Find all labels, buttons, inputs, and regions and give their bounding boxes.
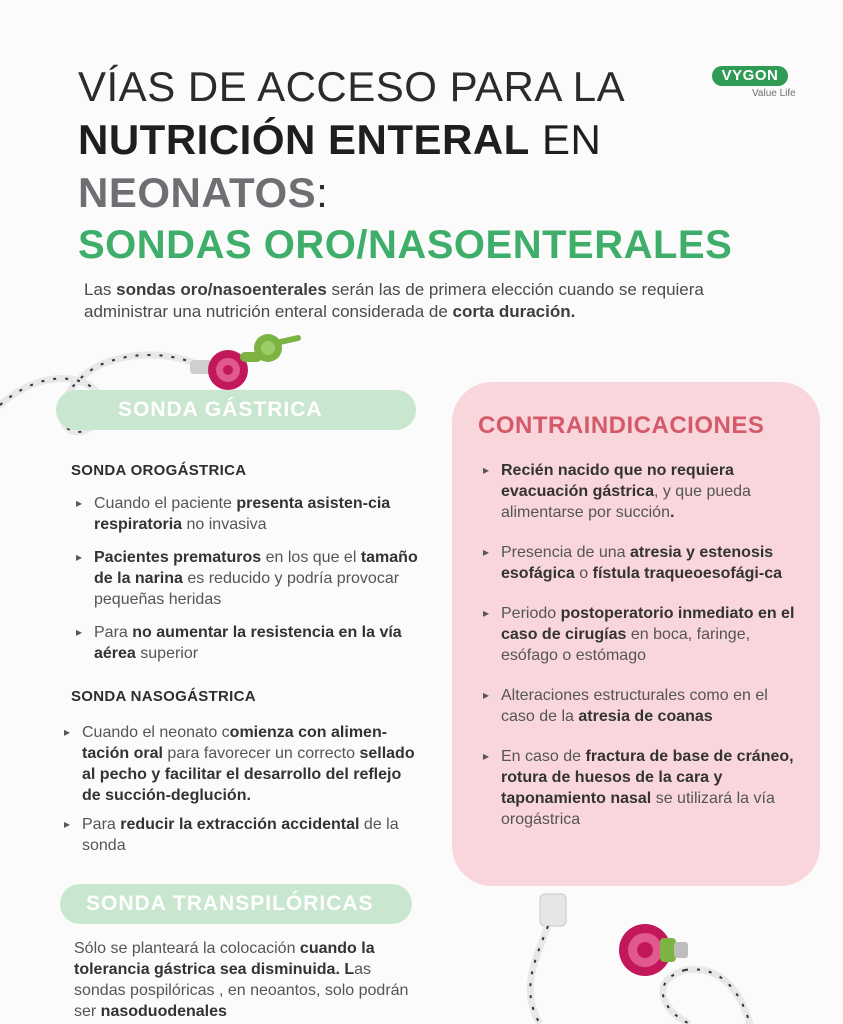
text-bold: presenta asisten-cia respiratoria xyxy=(94,495,391,533)
orogastrica-list xyxy=(72,493,422,664)
title-line-4: SONDAS ORO/NASOENTERALES xyxy=(78,223,733,267)
list-item xyxy=(479,542,799,584)
list-item xyxy=(479,685,799,727)
contraindicaciones-heading: CONTRAINDICACIONES xyxy=(478,412,765,439)
text: o xyxy=(574,565,593,582)
text: de la sonda xyxy=(82,816,399,854)
text-bold: fístula traqueoesofági-ca xyxy=(592,565,782,582)
text: en boca, faringe, esófago o estómago xyxy=(501,626,751,664)
intro-paragraph xyxy=(84,279,784,323)
text: Cuando el paciente xyxy=(94,495,237,512)
text-bold: Recién nacido que no requiera evacuación gástrica xyxy=(501,462,734,500)
text: superior xyxy=(135,645,199,662)
list-item xyxy=(72,547,422,610)
list-item xyxy=(72,493,422,535)
text: Periodo xyxy=(501,605,561,622)
list-item xyxy=(60,814,422,856)
intro-text: serán las de primera elección cuando se requiera administrar una nutrición enteral considerada de xyxy=(84,280,704,321)
text: Cuando el neonato c xyxy=(82,724,230,741)
text-bold: Pacientes prematuros xyxy=(94,549,262,566)
title-line-3 xyxy=(78,169,329,216)
text-bold: atresia de coanas xyxy=(578,708,713,725)
subheading-nasogastrica: SONDA NASOGÁSTRICA xyxy=(71,688,256,705)
text: se utilizará la vía orogástrica xyxy=(501,790,775,828)
text-bold: tamaño de la narina xyxy=(94,549,418,587)
text: es reducido y podría provocar pequeñas heridas xyxy=(94,570,400,608)
list-item xyxy=(479,460,799,523)
contraindicaciones-list xyxy=(479,460,799,830)
text: Para xyxy=(82,816,121,833)
text-bold: no aumentar la resistencia en la vía aérea xyxy=(94,624,402,662)
transpiloricas-paragraph xyxy=(74,938,414,1022)
section-heading-sonda-gastrica: SONDA GÁSTRICA xyxy=(56,390,416,430)
text-bold: cuando la tolerancia gástrica sea disminuida. L xyxy=(74,940,375,978)
text: para favorecer un correcto xyxy=(162,745,360,762)
list-item xyxy=(72,622,422,664)
text-bold: nasoduodenales xyxy=(100,1003,227,1020)
intro-bold: corta duración. xyxy=(452,302,576,321)
intro-text: Las xyxy=(84,280,117,299)
text: En caso de xyxy=(501,748,586,765)
list-item xyxy=(479,603,799,666)
list-item xyxy=(60,722,422,806)
section-heading-transpiloricas: SONDA TRANSPILÓRICAS xyxy=(60,884,412,924)
text-bold: postoperatorio inmediato en el caso de cirugías xyxy=(501,605,795,643)
title-neonatos: NEONATOS xyxy=(78,169,317,216)
text-bold: sellado al pecho y facilitar el desarrollo del reflejo de succión-deglución. xyxy=(82,745,415,804)
text: , y que pueda alimentarse por succión xyxy=(501,483,751,521)
text: Presencia de una xyxy=(501,544,630,561)
text: en los que el xyxy=(261,549,361,566)
text-bold: fractura de base de cráneo, rotura de huesos de la cara y taponamiento nasal xyxy=(501,748,794,807)
title-line-2-rest: EN xyxy=(529,116,602,163)
text-bold: . xyxy=(669,504,675,521)
title-line-2 xyxy=(78,116,602,163)
vygon-logo xyxy=(712,66,794,106)
text: no invasiva xyxy=(182,516,267,533)
list-item xyxy=(479,746,799,830)
title-bold: NUTRICIÓN ENTERAL xyxy=(78,116,530,163)
title-colon: : xyxy=(316,169,329,216)
text: Alteraciones estructurales como en el caso de la xyxy=(501,687,768,725)
tube-illustration-bottom xyxy=(500,890,843,1024)
logo-brand: VYGON xyxy=(712,66,788,86)
intro-bold: sondas oro/nasoenterales xyxy=(116,280,327,299)
text-bold: atresia y estenosis esofágica xyxy=(501,544,774,582)
nasogastrica-list xyxy=(60,722,422,856)
title-line-1: VÍAS DE ACCESO PARA LA xyxy=(78,63,626,110)
subheading-orogastrica: SONDA OROGÁSTRICA xyxy=(71,462,247,479)
logo-tagline: Value Life xyxy=(752,88,796,99)
text: Para xyxy=(94,624,133,641)
text: as sondas pospilóricas , en neoantos, solo podrán ser xyxy=(74,961,409,1020)
text: Sólo se planteará la colocación xyxy=(74,940,300,957)
text-bold: reducir la extracción accidental xyxy=(120,816,360,833)
text-bold: omienza con alimen-tación oral xyxy=(82,724,388,762)
